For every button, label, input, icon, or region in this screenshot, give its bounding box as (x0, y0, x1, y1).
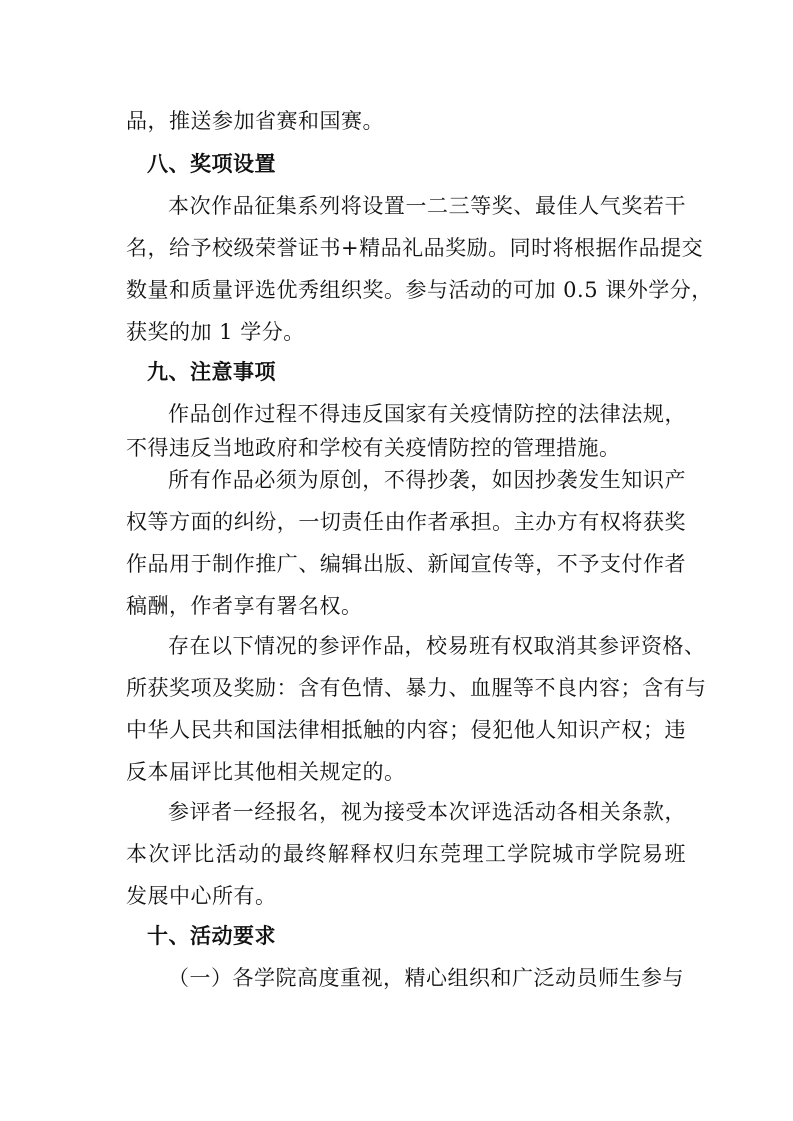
paragraph-line: 所获奖项及奖励：含有色情、暴力、血腥等不良内容；含有与 (126, 676, 707, 700)
paragraph-line: 发展中心所有。 (126, 884, 277, 908)
paragraph-line: 本次作品征集系列将设置一二三等奖、最佳人气奖若干 (168, 194, 686, 218)
paragraph-line: 本次评比活动的最终解释权归东莞理工学院城市学院易班 (126, 842, 686, 866)
section-heading-awards: 八、奖项设置 (147, 152, 276, 176)
paragraph-line: 品，推送参加省赛和国赛。 (126, 109, 384, 133)
paragraph-line: 作品用于制作推广、编辑出版、新闻宣传等，不予支付作者 (126, 552, 686, 576)
paragraph-line: 权等方面的纠纷，一切责任由作者承担。主办方有权将获奖 (126, 510, 686, 534)
paragraph-line: 名，给予校级荣誉证书+精品礼品奖励。同时将根据作品提交 (126, 236, 704, 260)
paragraph-line: 获奖的加 1 学分。 (126, 320, 305, 344)
section-heading-notes: 九、注意事项 (147, 360, 276, 384)
paragraph-line: （一）各学院高度重视，精心组织和广泛动员师生参与 (168, 966, 684, 990)
paragraph-line: 稿酬，作者享有署名权。 (126, 594, 363, 618)
paragraph-line: 不得违反当地政府和学校有关疫情防控的管理措施。 (126, 436, 621, 460)
section-heading-requirements: 十、活动要求 (147, 924, 276, 948)
paragraph-line: 反本届评比其他相关规定的。 (126, 760, 406, 784)
paragraph-line: 数量和质量评选优秀组织奖。参与活动的可加 0.5 课外学分， (126, 278, 713, 302)
paragraph-line: 中华人民共和国法律相抵触的内容；侵犯他人知识产权；违 (126, 718, 686, 742)
paragraph-line: 存在以下情况的参评作品，校易班有权取消其参评资格、 (168, 634, 706, 658)
paragraph-line: 参评者一经报名，视为接受本次评选活动各相关条款， (168, 800, 686, 824)
paragraph-line: 所有作品必须为原创，不得抄袭，如因抄袭发生知识产 (168, 468, 686, 492)
paragraph-line: 作品创作过程不得违反国家有关疫情防控的法律法规， (168, 402, 686, 426)
